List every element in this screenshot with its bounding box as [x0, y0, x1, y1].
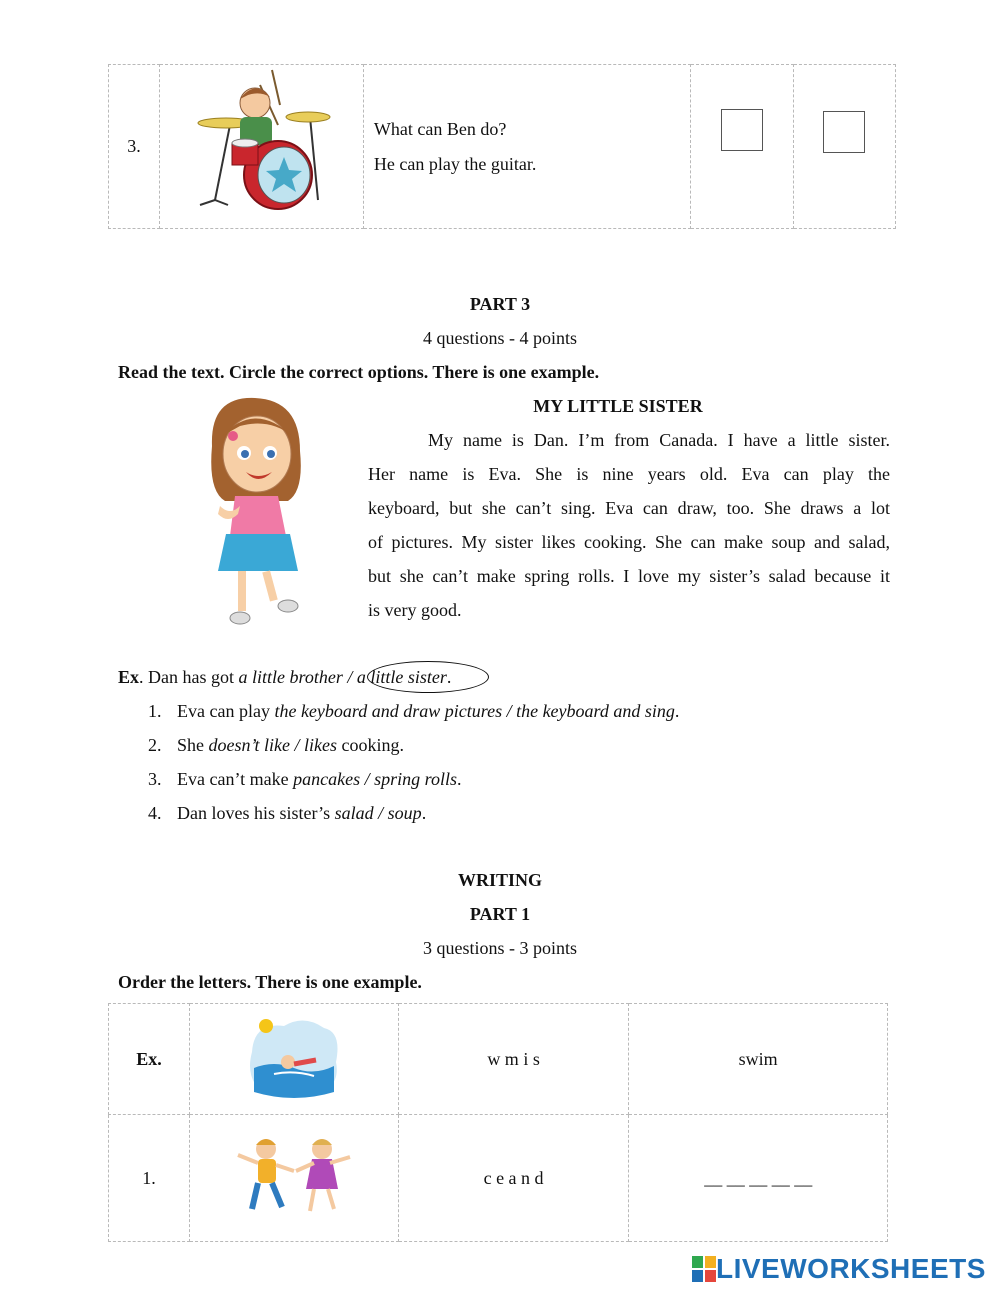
example-answer-circle: [367, 661, 489, 693]
tick-box-1[interactable]: [721, 109, 763, 151]
girl-image: [200, 396, 310, 628]
false-box-cell: [793, 65, 895, 229]
writing-points: 3 questions - 3 points: [422, 938, 577, 958]
question-number: 2.: [148, 735, 162, 755]
picture-cell: [189, 1004, 398, 1115]
scrambled-letters: w m i s: [398, 1004, 629, 1115]
paragraph-line: Her name is Eva. She is nine years old. Eva can play the: [368, 464, 890, 484]
writing-table: [108, 1003, 888, 1242]
question-number: 4.: [148, 803, 162, 823]
answer-word: swim: [629, 1004, 888, 1115]
story-title: MY LITTLE SISTER: [533, 396, 703, 416]
example-option-b[interactable]: a little sister: [356, 667, 447, 687]
row-number: 3.: [109, 65, 160, 229]
logo-text: LIVEWORKSHEETS: [716, 1253, 986, 1284]
question-number: 1.: [148, 701, 162, 721]
part3-instruction: Read the text. Circle the correct options. There is one example.: [118, 362, 600, 382]
paragraph-line: of pictures. My sister likes cooking. She can make soup and salad,: [368, 532, 890, 552]
writing-part-heading: PART 1: [469, 904, 531, 924]
answer-blank[interactable]: __ __ __ __ __: [629, 1115, 888, 1242]
question-item: [148, 701, 679, 722]
question-text: Eva can play: [177, 701, 275, 721]
true-box-cell: [690, 65, 793, 229]
tick-box-2[interactable]: [823, 111, 865, 153]
example-end: .: [446, 667, 452, 687]
part3-points: 4 questions - 4 points: [422, 328, 577, 348]
part3-heading: PART 3: [469, 294, 531, 314]
writing-instruction: Order the letters. There is one example.: [118, 972, 422, 992]
question-end: cooking.: [336, 735, 404, 755]
picture-cell: [189, 1115, 398, 1242]
question-number: 3.: [148, 769, 162, 789]
example-label: Ex: [118, 667, 140, 687]
question-options[interactable]: salad / soup: [334, 803, 422, 823]
logo-icon: [692, 1256, 716, 1282]
question-item: [148, 735, 404, 756]
question-text: What can Ben do?: [373, 118, 507, 139]
question-text: Dan loves his sister’s: [177, 803, 335, 823]
question-options[interactable]: pancakes / spring rolls: [293, 769, 457, 789]
question-options[interactable]: the keyboard and draw pictures / the keyboard and sing: [274, 701, 675, 721]
scrambled-letters: c e a n d: [398, 1115, 629, 1242]
boy-playing-drums-image: [160, 65, 363, 223]
question-options[interactable]: doesn’t like / likes: [208, 735, 337, 755]
question-end: .: [456, 769, 462, 789]
paragraph-line: is very good.: [368, 600, 462, 620]
paragraph-line: keyboard, but she can’t sing. Eva can draw, too. She draws a lot: [368, 498, 890, 518]
row-number: 1.: [109, 1115, 190, 1242]
question-end: .: [674, 701, 680, 721]
paragraph-line: My name is Dan. I’m from Canada. I have a little sister.: [428, 430, 890, 450]
question-item: [148, 769, 461, 790]
example-text: . Dan has got: [139, 667, 239, 687]
question-cell: [363, 65, 690, 229]
question-end: .: [421, 803, 427, 823]
example-option-a[interactable]: a little brother: [238, 667, 343, 687]
row-number: Ex.: [109, 1004, 190, 1115]
answer-statement: He can play the guitar.: [373, 153, 537, 174]
writing-heading: WRITING: [457, 870, 542, 890]
top-question-table: [108, 64, 896, 229]
question-item: [148, 803, 426, 824]
dancing-children-image: [224, 1131, 364, 1221]
question-text: Eva can’t make: [177, 769, 294, 789]
question-text: She: [177, 735, 209, 755]
liveworksheets-logo: [692, 1254, 986, 1284]
paragraph-line: but she can’t make spring rolls. I love my sister’s salad because it: [368, 566, 890, 586]
swimming-image: [244, 1012, 344, 1102]
example-separator: /: [342, 667, 357, 687]
drum-picture-cell: [159, 65, 363, 229]
